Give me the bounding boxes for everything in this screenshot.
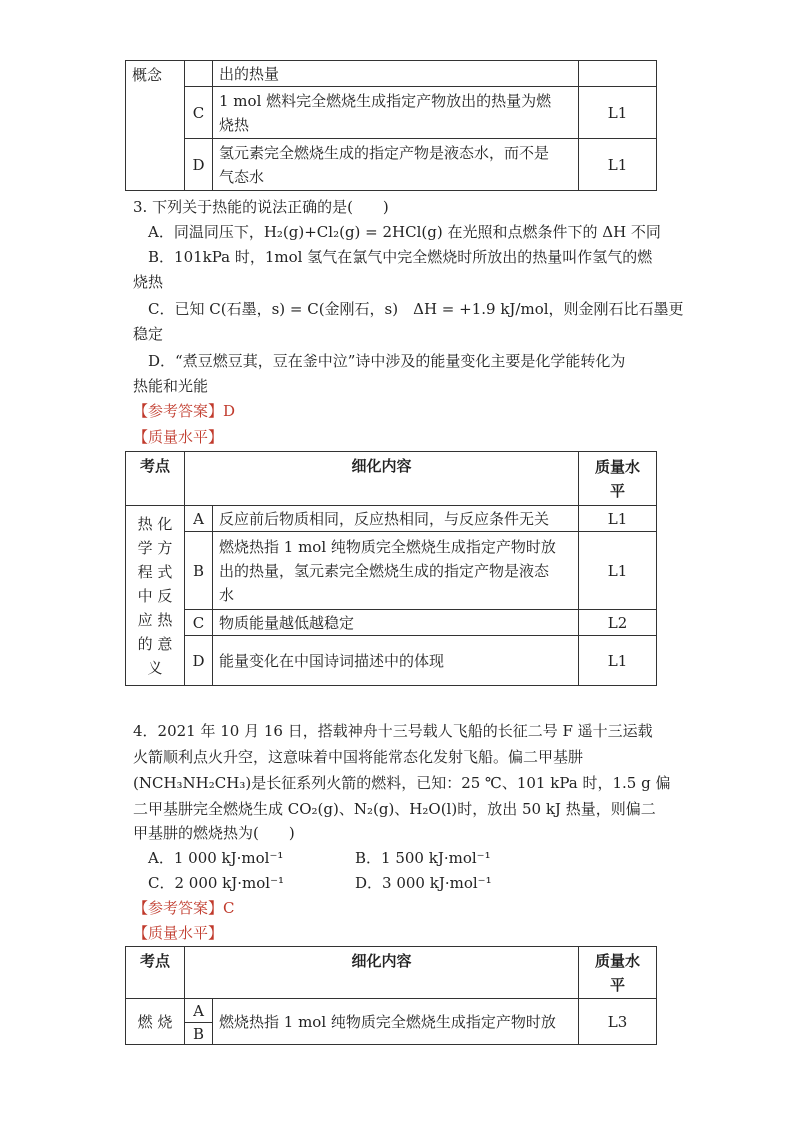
level-cell: L1 [579,532,657,610]
q4-option-c: C．2 000 kJ·mol⁻¹ [148,874,285,892]
option-cell: C [185,87,213,139]
option-cell: B [185,532,213,610]
q3-option-c-cont: 稳定 [133,325,164,343]
question-4-line-5: 甲基肼的燃烧热为( ) [133,824,295,842]
header-level: 质量水 平 [579,452,657,506]
header-level: 质量水 平 [579,947,657,999]
option-cell: D [185,636,213,686]
level-cell: L2 [579,610,657,636]
header-kaodian: 考点 [126,947,185,999]
option-cell: C [185,610,213,636]
header-content: 细化内容 [185,947,579,999]
level-cell: L1 [579,506,657,532]
question-4-line-4: 二甲基肼完全燃烧生成 CO₂(g)、N₂(g)、H₂O(l)时，放出 50 kJ 热量，则偏二 [133,800,656,818]
content-cell: 出的热量 [213,61,579,87]
kaodian-cell: 燃 烧 [126,999,185,1045]
q4-option-a: A．1 000 kJ·mol⁻¹ [148,849,284,867]
question-3-stem: 3. 下列关于热能的说法正确的是( ) [133,198,389,216]
kaodian-cell: 概念 [126,61,185,191]
q3-option-b-cont: 烧热 [133,273,164,291]
q3-option-c: C．已知 C(石墨，s) = C(金刚石，s) ΔH = +1.9 kJ/mol，则金刚石比石墨更 [148,300,684,318]
level-cell [579,61,657,87]
q4-quality-heading: 【质量水平】 [133,924,224,942]
level-cell: L3 [579,999,657,1045]
option-cell: A [185,999,213,1023]
level-cell: L1 [579,87,657,139]
question-4-line-2: 火箭顺利点火升空，这意味着中国将能常态化发射飞船。偏二甲基肼 [133,748,584,766]
content-cell: 燃烧热指 1 mol 纯物质完全燃烧生成指定产物时放 [213,999,579,1045]
option-cell: A [185,506,213,532]
header-kaodian: 考点 [126,452,185,506]
option-cell: B [185,1023,213,1045]
content-cell: 燃烧热指 1 mol 纯物质完全燃烧生成指定产物时放 出的热量，氢元素完全燃烧生成的指定产物是液态 水 [213,532,579,610]
q3-option-d: D．“煮豆燃豆萁，豆在釜中泣”诗中涉及的能量变化主要是化学能转化为 [148,352,626,370]
table-1 [125,60,657,191]
q4-answer: 【参考答案】C [133,899,235,917]
q4-option-d: D．3 000 kJ·mol⁻¹ [355,874,492,892]
level-cell: L1 [579,636,657,686]
content-cell: 物质能量越低越稳定 [213,610,579,636]
q3-option-b: B．101kPa 时，1mol 氢气在氯气中完全燃烧时所放出的热量叫作氢气的燃 [148,248,653,266]
option-cell [185,61,213,87]
content-cell: 能量变化在中国诗词描述中的体现 [213,636,579,686]
question-4-line-3: (NCH₃NH₂CH₃)是长征系列火箭的燃料，已知：25 ℃、101 kPa 时，1.5 g 偏 [133,774,671,792]
table-2 [125,451,657,686]
header-content: 细化内容 [185,452,579,506]
level-cell: L1 [579,139,657,191]
kaodian-cell: 热 化 学 方 程 式 中 反 应 热 的 意 义 [126,506,185,686]
q3-option-d-cont: 热能和光能 [133,377,209,395]
table-3 [125,946,657,1045]
q3-quality-heading: 【质量水平】 [133,428,224,446]
q3-answer: 【参考答案】D [133,402,236,420]
q4-option-b: B．1 500 kJ·mol⁻¹ [355,849,491,867]
option-cell: D [185,139,213,191]
q3-option-a: A．同温同压下，H₂(g)+Cl₂(g) = 2HCl(g) 在光照和点燃条件下的 ΔH 不同 [148,223,661,241]
content-cell: 氢元素完全燃烧生成的指定产物是液态水，而不是 气态水 [213,139,579,191]
content-cell: 反应前后物质相同，反应热相同，与反应条件无关 [213,506,579,532]
content-cell: 1 mol 燃料完全燃烧生成指定产物放出的热量为燃 烧热 [213,87,579,139]
question-4-line-1: 4．2021 年 10 月 16 日，搭载神舟十三号载人飞船的长征二号 F 遥十三运载 [133,722,653,740]
